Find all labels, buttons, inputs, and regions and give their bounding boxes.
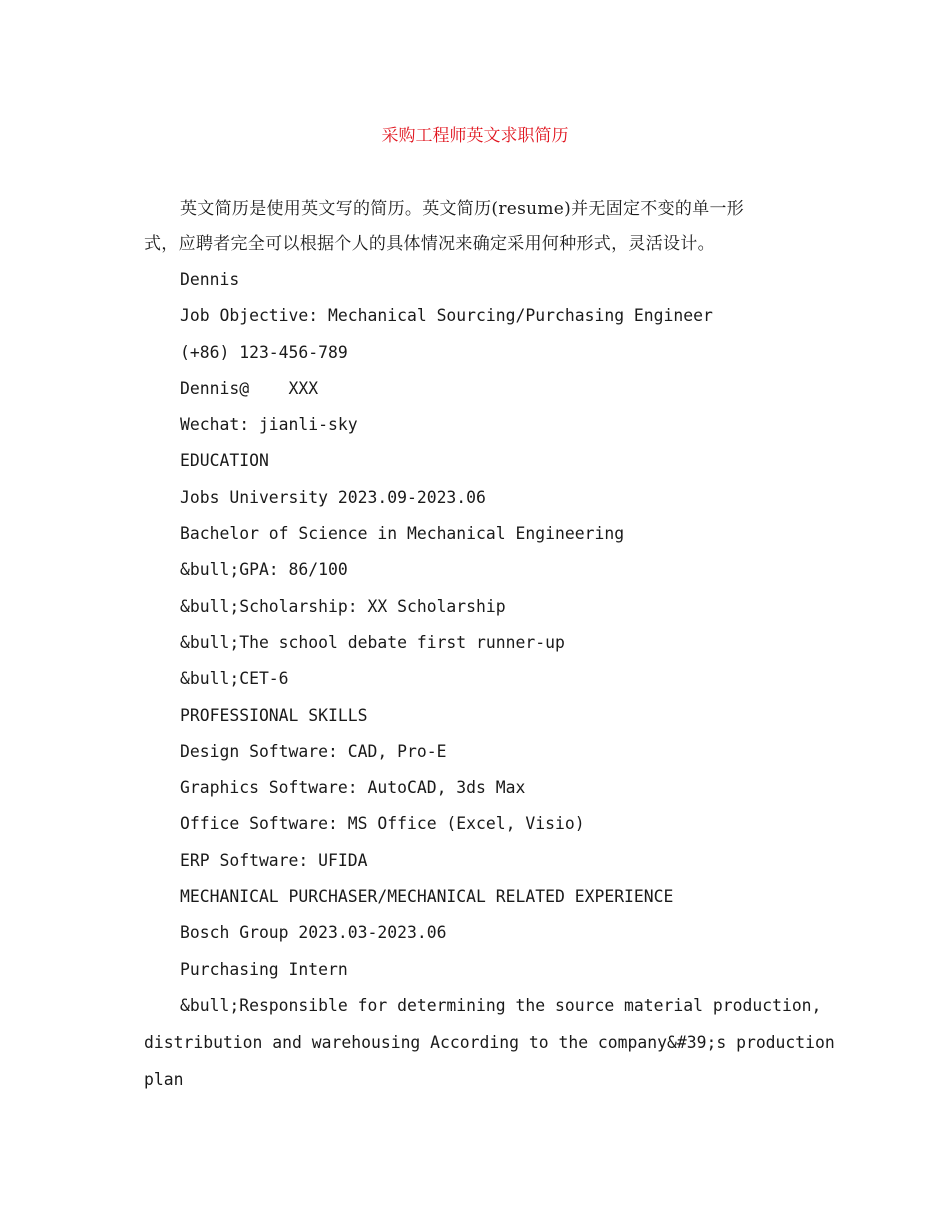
document-title: 采购工程师英文求职简历 — [381, 126, 569, 146]
responsibility-paragraph — [144, 988, 835, 1098]
responsibility-line-2: distribution and warehousing According to the company&#39;s production — [144, 1032, 835, 1052]
scholarship-line: &bull;Scholarship: XX Scholarship — [180, 596, 506, 616]
gpa-line: &bull;GPA: 86/100 — [180, 560, 348, 580]
wechat-line: Wechat: jianli-sky — [180, 415, 358, 435]
position-line: Purchasing Intern — [180, 959, 348, 979]
name-line: Dennis — [180, 270, 240, 289]
email-line: Dennis@ XXX — [180, 378, 319, 398]
erp-software-line: ERP Software: UFIDA — [180, 850, 368, 870]
intro-paragraph — [144, 192, 804, 262]
responsibility-line-1: &bull;Responsible for determining the source material production, — [180, 995, 822, 1015]
university-line: Jobs University 2023.09-2023.06 — [180, 487, 486, 507]
skills-heading: PROFESSIONAL SKILLS — [180, 705, 368, 725]
cet-line: &bull;CET-6 — [180, 669, 289, 689]
job-objective-line: Job Objective: Mechanical Sourcing/Purchasing Engineer — [180, 306, 713, 326]
graphics-software-line: Graphics Software: AutoCAD, 3ds Max — [180, 778, 526, 798]
document-body — [144, 192, 835, 1098]
phone-line: (+86) 123-456-789 — [180, 342, 348, 362]
office-software-line: Office Software: MS Office (Excel, Visio) — [180, 814, 585, 834]
experience-heading: MECHANICAL PURCHASER/MECHANICAL RELATED EXPERIENCE — [180, 887, 674, 907]
responsibility-line-3: plan — [144, 1069, 184, 1089]
education-heading: EDUCATION — [180, 451, 269, 471]
intro-line-1: 英文简历是使用英文写的简历。英文简历(resume)并无固定不变的单一形 — [180, 199, 745, 219]
degree-line: Bachelor of Science in Mechanical Engineering — [180, 524, 625, 544]
debate-line: &bull;The school debate first runner-up — [180, 632, 565, 652]
employer-line: Bosch Group 2023.03-2023.06 — [180, 923, 447, 943]
design-software-line: Design Software: CAD, Pro-E — [180, 741, 447, 761]
intro-line-2: 式，应聘者完全可以根据个人的具体情况来确定采用何种形式，灵活设计。 — [144, 234, 715, 254]
